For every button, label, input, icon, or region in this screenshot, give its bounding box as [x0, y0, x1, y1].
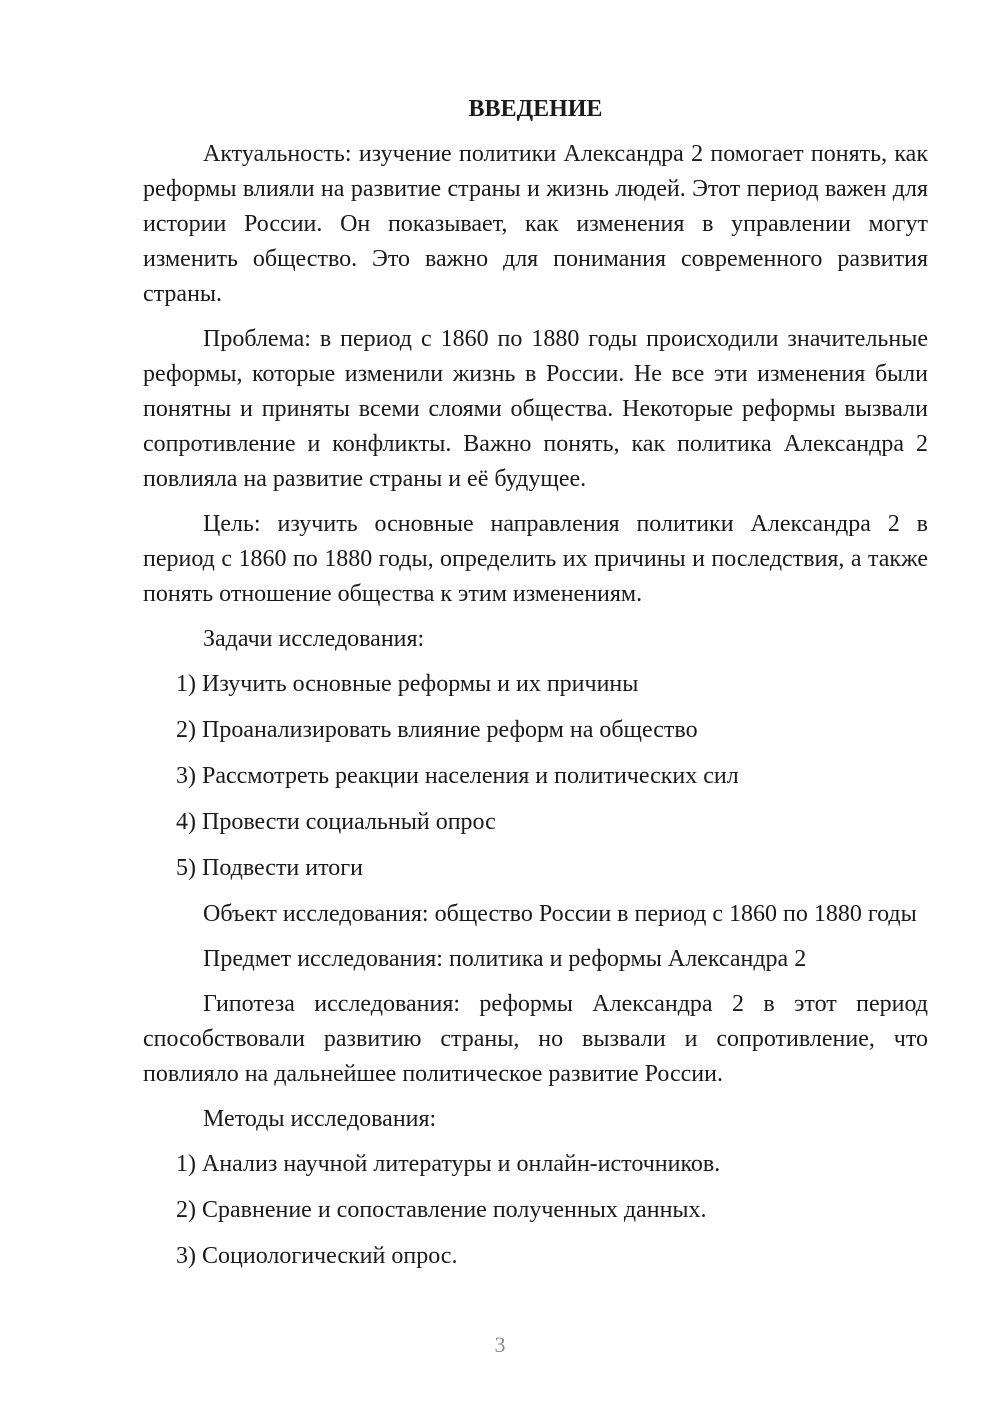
goal-paragraph: Цель: изучить основные направления политики Александра 2 в период с 1860 по 1880 годы, определить их причины и последствия, а также понять отношение общества к этим изменениям.: [143, 511, 928, 607]
document-page: [143, 92, 928, 1285]
relevance-paragraph: Актуальность: изучение политики Александра 2 помогает понять, как реформы влияли на развитие страны и жизнь людей. Этот период важен для истории России. Он показывает, как изменения в управлении могут изменить общество. Это важно для понимания современного развития страны.: [143, 141, 928, 307]
methods-list: [143, 1147, 928, 1274]
methods-heading: Методы исследования:: [203, 1106, 437, 1132]
tasks-list: [143, 667, 928, 886]
hypothesis-paragraph: Гипотеза исследования: реформы Александра 2 в этот период способствовали развитию страны, но вызвали и сопротивление, что повлияло на дальнейшее политическое развитие России.: [143, 991, 928, 1087]
list-item: 1) Анализ научной литературы и онлайн-источников.: [176, 1151, 721, 1177]
tasks-heading: Задачи исследования:: [203, 626, 425, 652]
list-item: 4) Провести социальный опрос: [176, 809, 496, 835]
subject-paragraph: Предмет исследования: политика и реформы Александра 2: [203, 946, 807, 972]
object-paragraph: Объект исследования: общество России в период с 1860 по 1880 годы: [203, 901, 917, 927]
list-item: 1) Изучить основные реформы и их причины: [176, 671, 639, 697]
section-title: ВВЕДЕНИЕ: [468, 96, 603, 122]
list-item: 3) Социологический опрос.: [176, 1243, 458, 1269]
problem-paragraph: Проблема: в период с 1860 по 1880 годы происходили значительные реформы, которые изменили жизнь в России. Не все эти изменения были понятны и приняты всеми слоями общества. Некоторые реформы вызвали сопротивление и конфликты. Важно понять, как политика Александра 2 повлияла на развитие страны и её будущее.: [143, 326, 928, 492]
list-item: 3) Рассмотреть реакции населения и политических сил: [176, 763, 739, 789]
list-item: 2) Проанализировать влияние реформ на общество: [176, 717, 698, 743]
page-number: 3: [494, 1332, 506, 1357]
list-item: 2) Сравнение и сопоставление полученных данных.: [176, 1197, 707, 1223]
list-item: 5) Подвести итоги: [176, 855, 363, 881]
